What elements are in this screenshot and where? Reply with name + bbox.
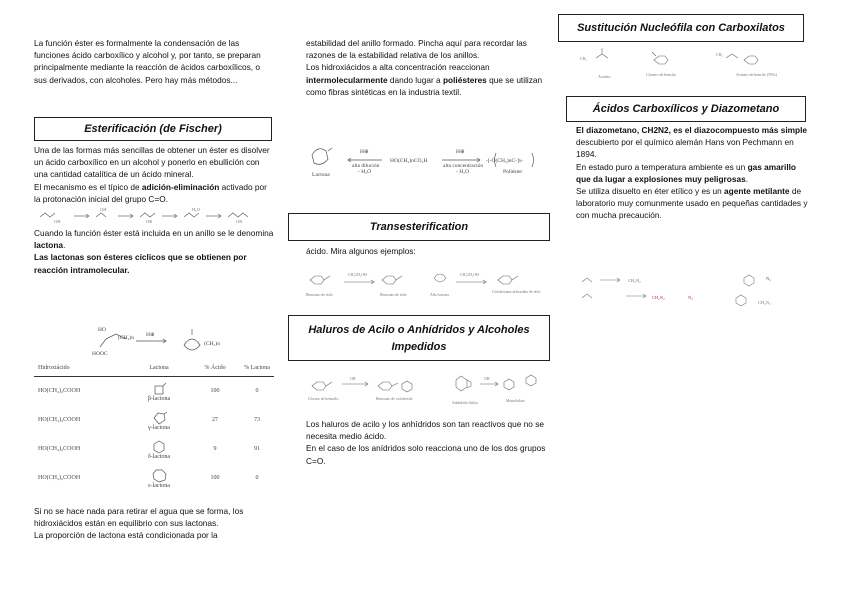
column-2 — [306, 37, 546, 98]
table-row: HO(CH₂)₄COOH δ-lactona 9 91 — [34, 435, 274, 464]
svg-text:H₂O: H₂O — [192, 207, 201, 213]
mechanism-paragraph: El mecanismo es el típico de adición-eliminación activado por la protonación inicial del grupo C=O. — [34, 181, 267, 204]
lactone-table — [34, 363, 274, 493]
header-lactona: Lactona — [149, 365, 169, 371]
svg-text:- H₂O: - H₂O — [456, 169, 470, 175]
svg-text:OH: OH — [350, 377, 356, 381]
svg-text:Acetato: Acetato — [598, 74, 611, 79]
proportion-paragraph: La proporción de lactona está condicionada por la — [34, 530, 218, 541]
svg-text:OH: OH — [54, 219, 61, 225]
svg-text:alta dilución: alta dilución — [352, 163, 380, 169]
diazometano-heading: Ácidos Carboxílicos y Diazometano — [592, 103, 780, 115]
fischer-heading-box — [34, 117, 272, 141]
fischer-paragraph: Una de las formas más sencillas de obtener un éster es disolver un ácido carboxílico en un alcohol y ponerlo en ebullición con una cantidad catalítica de un ácido mineral. — [34, 145, 270, 180]
svg-text:Cloruro de benzoílo: Cloruro de benzoílo — [308, 397, 339, 401]
header-hidroxiacido: Hidroxiácido — [38, 365, 70, 371]
transesterification-heading-box — [288, 213, 550, 241]
svg-text:Benzoato de etilo: Benzoato de etilo — [380, 293, 407, 297]
svg-text:OR: OR — [236, 219, 243, 225]
svg-text:Monoftalato: Monoftalato — [506, 399, 525, 403]
svg-text:CH₃: CH₃ — [716, 52, 723, 57]
svg-text:Ciclohexanocarboxilato de etil: Ciclohexanocarboxilato de etilo — [492, 290, 541, 294]
svg-text:CH₃CH₂OH: CH₃CH₂OH — [348, 273, 367, 277]
table-row: HO(CH₂)₅COOH ε-lactona 100 0 — [34, 464, 274, 493]
rx-polymer: -[-O(CH₂)nC-]x- — [486, 158, 524, 164]
table-header-row — [34, 363, 274, 373]
fischer-heading: Esterificación (de Fischer) — [84, 123, 222, 135]
ring-stability-paragraph[interactable]: estabilidad del anillo formado. Pincha aquí para recordar las razones de la estabilidad relativa de los anillos. — [306, 38, 527, 61]
sustitucion-heading-box — [558, 14, 804, 42]
svg-text:CH₂N₂: CH₂N₂ — [758, 300, 771, 305]
lactone-table-wrap — [34, 363, 274, 493]
diazo-paragraph-1: El diazometano, CH2N2, es el diazocompuesto más simple descubierto por el químico alemán Hans von Pechmann en 1894. — [576, 125, 807, 160]
outro-section — [34, 505, 274, 542]
beta-lactone-ring-icon — [151, 381, 167, 396]
column-1 — [34, 37, 274, 86]
rx-lactona: Lactona — [312, 172, 330, 178]
polyester-paragraph: Los hidroxiácidos a alta concentración reaccionan intermolecularmente dando lugar a poliésteres que se utilizan como fibras sintéticas en la industria textil. — [306, 62, 543, 97]
header-pct-acido: % Ácido — [204, 365, 226, 371]
svg-text:- H₂O: - H₂O — [358, 169, 372, 175]
svg-text:OR: OR — [146, 219, 153, 225]
haluros-section — [306, 418, 546, 467]
delta-lactone-ring-icon — [151, 439, 167, 454]
svg-text:Acetato de bencilo (95%): Acetato de bencilo (95%) — [736, 72, 777, 77]
acyl-halide-examples-figure — [306, 364, 554, 412]
table-row: HO(CH₂)₃COOH γ-lactona 27 73 — [34, 406, 274, 435]
intro-paragraph: La función éster es formalmente la condensación de las funciones ácido carboxílico y alcohol y, por tanto, se preparan principalmente mediante la reacción de ácidos carboxílicos, o sus derivados, con alcoholes. Pero hay más métodos... — [34, 38, 261, 85]
svg-text:CH₃CH₂OH: CH₃CH₂OH — [460, 273, 479, 277]
haluros-paragraph-2: En el caso de los anídridos solo reacciona uno de los dos grupos C=O. — [306, 443, 546, 466]
epsilon-lactone-ring-icon — [150, 468, 168, 483]
diazo-formula: CH₂N₂ — [628, 278, 641, 283]
diazometano-heading-box — [566, 96, 806, 122]
svg-text:OH: OH — [100, 207, 107, 213]
svg-text:Alfa-lactona: Alfa-lactona — [430, 293, 449, 297]
polyester-reaction-figure — [306, 143, 550, 181]
haluros-heading: Haluros de Acilo o Anhídridos y Alcoholes Impedidos — [308, 324, 530, 353]
scheme-ho: HO — [98, 327, 106, 333]
diazo-red-product: CH₂N₂ — [652, 295, 665, 300]
mechanism-scheme-figure — [34, 205, 274, 227]
scheme-product: (CH₂)n — [204, 341, 220, 347]
lactona-definition: Las lactonas son ésteres cíclicos que se obtienen por reacción intramolecular. — [34, 252, 247, 275]
lactonization-scheme-figure — [84, 323, 244, 363]
header-pct-lactona: % Lactona — [244, 365, 270, 371]
sust-ch3: CH₃ — [580, 56, 587, 61]
diazo-paragraph-3: Se utiliza disuelto en éter etílico y es un agente metilante de laboratorio muy comunmente usado en pequeñas cantidades y con mucha precaución. — [576, 186, 808, 221]
haluros-paragraph-1: Los haluros de acilo y los anhídridos son tan reactivos que no se necesita medio ácido. — [306, 419, 544, 442]
transesterification-heading: Transesterification — [369, 221, 469, 233]
rx-h-left: H⊕ — [360, 149, 369, 155]
svg-text:Benzoato de etilo: Benzoato de etilo — [306, 293, 333, 297]
diazo-n2-red: N₂ — [688, 295, 693, 300]
rx-center-formula: HO(CH₂)nCO₂H — [390, 158, 428, 164]
diazomethane-mechanism-figure — [576, 268, 816, 318]
gamma-lactone-ring-icon — [151, 410, 167, 425]
svg-text:OH: OH — [484, 377, 490, 381]
table-row: HO(CH₂)₂COOH β-lactona 100 0 — [34, 377, 274, 406]
column-3 — [576, 124, 812, 222]
diazo-paragraph-2: En estado puro a temperatura ambiente es un gas amarillo que da lugar a explosiones muy peligrosas. — [576, 161, 796, 184]
scheme-h-plus: H⊕ — [146, 332, 155, 338]
svg-text:Benzoato de ciclohexilo: Benzoato de ciclohexilo — [376, 397, 413, 401]
svg-text:alta concentración: alta concentración — [443, 163, 484, 169]
svg-text:Cloruro de bencilo: Cloruro de bencilo — [646, 72, 676, 77]
trans-paragraph: ácido. Mira algunos ejemplos: — [306, 246, 416, 256]
carboxylate-substitution-figure — [576, 44, 806, 90]
scheme-hooc: HOOC — [92, 351, 108, 357]
equilibrium-paragraph: Si no se hace nada para retirar el agua que se forma, los hidroxiácidos están en equilibrio con sus lactonas. — [34, 506, 244, 529]
sustitucion-heading: Sustitución Nucleófila con Carboxilatos — [577, 22, 785, 34]
lactona-paragraph: Cuando la función éster está incluida en un anillo se le denomina lactona. — [34, 228, 274, 251]
rx-poliester: Poliéster — [503, 169, 523, 175]
rx-h-right: H⊕ — [456, 149, 465, 155]
haluros-heading-box — [288, 315, 550, 361]
diazo-n2-blue: N₂ — [766, 276, 771, 281]
trans-section — [306, 245, 546, 257]
fischer-section — [34, 144, 274, 276]
svg-text:Anhídrido ftálico: Anhídrido ftálico — [452, 401, 479, 405]
transesterification-examples-figure — [306, 260, 550, 302]
scheme-ch2: (CH₂)n — [118, 335, 134, 341]
